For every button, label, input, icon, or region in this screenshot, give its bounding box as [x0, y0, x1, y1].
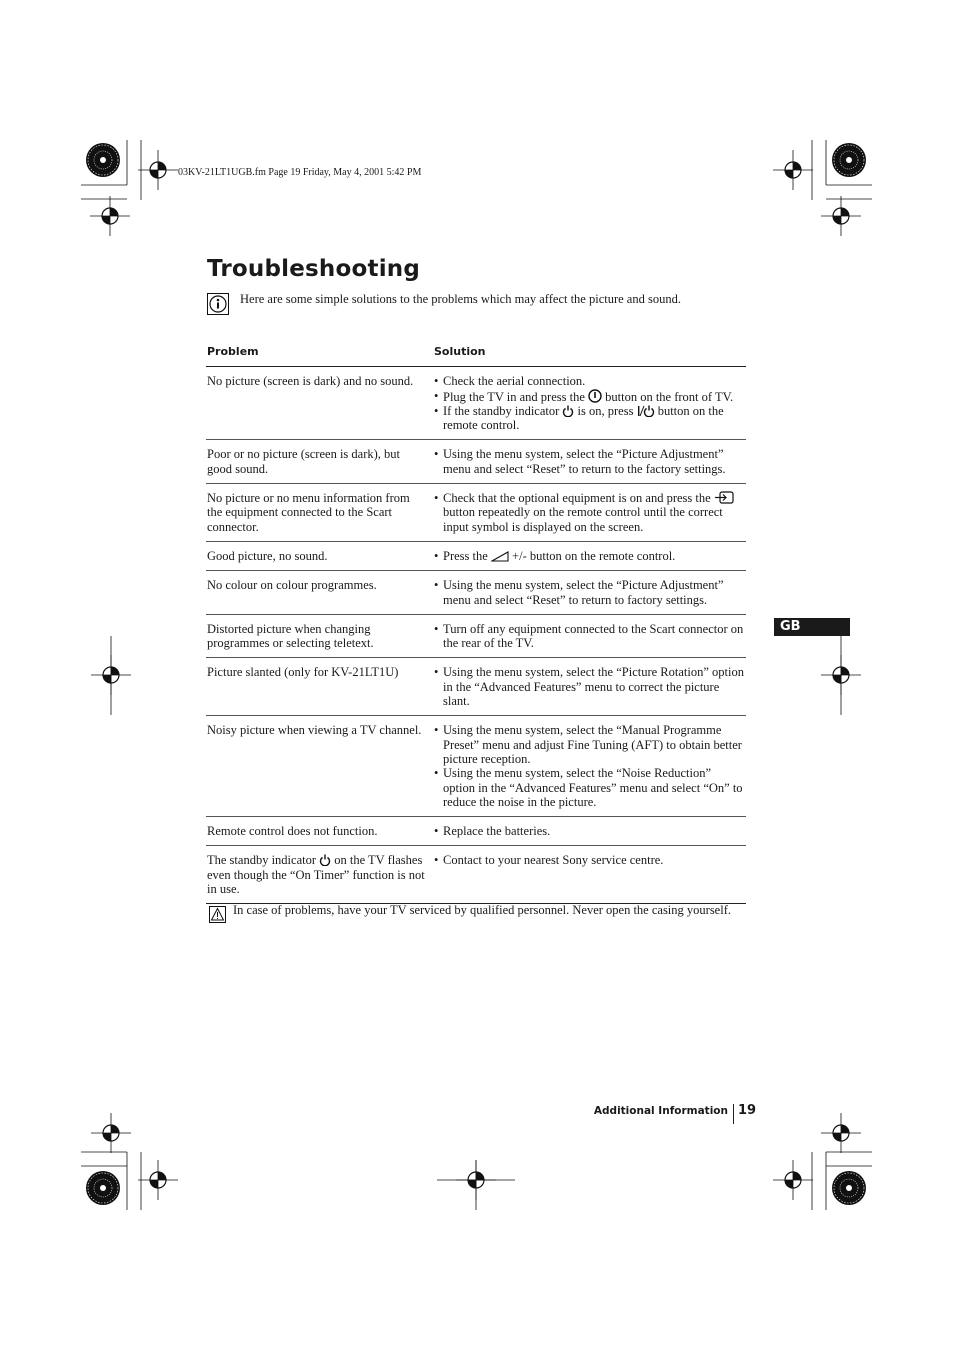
problem-cell	[206, 817, 433, 846]
problem-text: No colour on colour programmes.	[207, 578, 377, 593]
footer-divider	[733, 1104, 734, 1124]
solution-cell	[433, 367, 746, 440]
problem-text: Good picture, no sound.	[207, 548, 328, 563]
problem-text: No picture or no menu information from the equipment connected to the Scart connector.	[207, 491, 410, 534]
problem-cell	[206, 571, 433, 615]
page-title: Troubleshooting	[207, 256, 421, 282]
solution-item: • Using the menu system, select the “Manual Programme Preset” menu and adjust Fine Tuning (AFT) to obtain better picture reception.	[434, 723, 746, 766]
table-row	[206, 846, 746, 904]
registration-star-icon	[86, 1171, 120, 1205]
warning-text: In case of problems, have your TV serviced by qualified personnel. Never open the casing yourself.	[233, 903, 731, 917]
table-row	[206, 484, 746, 542]
problem-cell	[206, 658, 433, 716]
problem-text: Distorted picture when changing programmes or selecting teletext.	[207, 621, 374, 651]
solution-cell	[433, 484, 746, 542]
language-tab-gb: GB	[774, 618, 850, 636]
intro-text: Here are some simple solutions to the problems which may affect the picture and sound.	[240, 292, 681, 306]
table-row	[206, 541, 746, 570]
problem-text: Noisy picture when viewing a TV channel.	[207, 723, 422, 738]
registration-mark-icon	[821, 196, 861, 236]
solution-item: • Replace the batteries.	[434, 824, 746, 838]
registration-mark-icon	[821, 1113, 861, 1153]
solution-cell	[433, 817, 746, 846]
problem-cell	[206, 614, 433, 658]
solution-cell	[433, 571, 746, 615]
solution-item: • Check the aerial connection.	[434, 374, 746, 388]
problem-text: The standby indicator on the TV flashes even though the “On Timer” function is not in use.	[207, 853, 425, 897]
table-row	[206, 440, 746, 484]
standby-remote-icon	[637, 405, 655, 417]
page-number: 19	[738, 1103, 757, 1118]
warning-icon	[209, 906, 226, 923]
column-header-problem: Problem	[206, 340, 433, 367]
solution-item: • Turn off any equipment connected to the Scart connector on the rear of the TV.	[434, 622, 746, 651]
table-row	[206, 571, 746, 615]
solution-item: • Using the menu system, select the “Picture Rotation” option in the “Advanced Features” menu to correct the picture slant.	[434, 665, 746, 708]
info-icon	[207, 293, 229, 315]
standby-icon	[562, 405, 574, 417]
solution-item: • Using the menu system, select the “Picture Adjustment” menu and select “Reset” to return to the factory settings.	[434, 447, 746, 476]
registration-mark-icon	[90, 196, 130, 236]
solution-cell	[433, 846, 746, 904]
file-info-header: 03KV-21LT1UGB.fm Page 19 Friday, May 4, 2001 5:42 PM	[178, 167, 422, 178]
solution-cell	[433, 541, 746, 570]
registration-mark-icon	[91, 1113, 131, 1153]
solution-item: • Check that the optional equipment is on and press the button repeatedly on the remote control until the correct input symbol is displayed on the screen.	[434, 491, 746, 534]
registration-star-icon	[86, 143, 120, 177]
problem-cell	[206, 541, 433, 570]
troubleshooting-table	[206, 340, 746, 904]
registration-star-icon	[832, 143, 866, 177]
problem-cell	[206, 367, 433, 440]
problem-cell	[206, 440, 433, 484]
problem-text: Remote control does not function.	[207, 824, 378, 839]
solution-item: • Contact to your nearest Sony service centre.	[434, 853, 746, 867]
registration-mark-icon	[138, 1160, 178, 1200]
problem-cell	[206, 846, 433, 904]
table-row	[206, 658, 746, 716]
table-row	[206, 817, 746, 846]
solution-item: • Using the menu system, select the “Noise Reduction” option in the “Advanced Features” menu and select “On” to reduce the noise in the picture.	[434, 766, 746, 809]
problem-text: Picture slanted (only for KV-21LT1U)	[207, 665, 399, 680]
registration-star-icon	[832, 1171, 866, 1205]
solution-cell	[433, 440, 746, 484]
solution-cell	[433, 716, 746, 817]
volume-icon	[491, 551, 509, 562]
table-row	[206, 367, 746, 440]
problem-text: Poor or no picture (screen is dark), but good sound.	[207, 447, 400, 476]
column-header-solution: Solution	[433, 340, 746, 367]
table-row	[206, 716, 746, 817]
solution-item: • Using the menu system, select the “Picture Adjustment” menu and select “Reset” to return to factory settings.	[434, 578, 746, 607]
solution-cell	[433, 614, 746, 658]
problem-text: No picture (screen is dark) and no sound.	[207, 374, 414, 389]
footer-section-title: Additional Information	[593, 1105, 728, 1117]
registration-mark-icon	[773, 1160, 813, 1200]
input-select-icon	[714, 491, 734, 504]
solution-item: • Plug the TV in and press the button on the front of TV.	[434, 389, 746, 404]
solution-item: • Press the +/- button on the remote control.	[434, 549, 746, 563]
table-row	[206, 614, 746, 658]
registration-mark-icon	[773, 150, 813, 190]
standby-icon	[319, 854, 331, 866]
problem-cell	[206, 484, 433, 542]
solution-cell	[433, 658, 746, 716]
power-button-icon	[588, 389, 602, 403]
solution-item: • If the standby indicator is on, press button on the remote control.	[434, 404, 746, 433]
problem-cell	[206, 716, 433, 817]
registration-mark-icon	[138, 150, 178, 190]
